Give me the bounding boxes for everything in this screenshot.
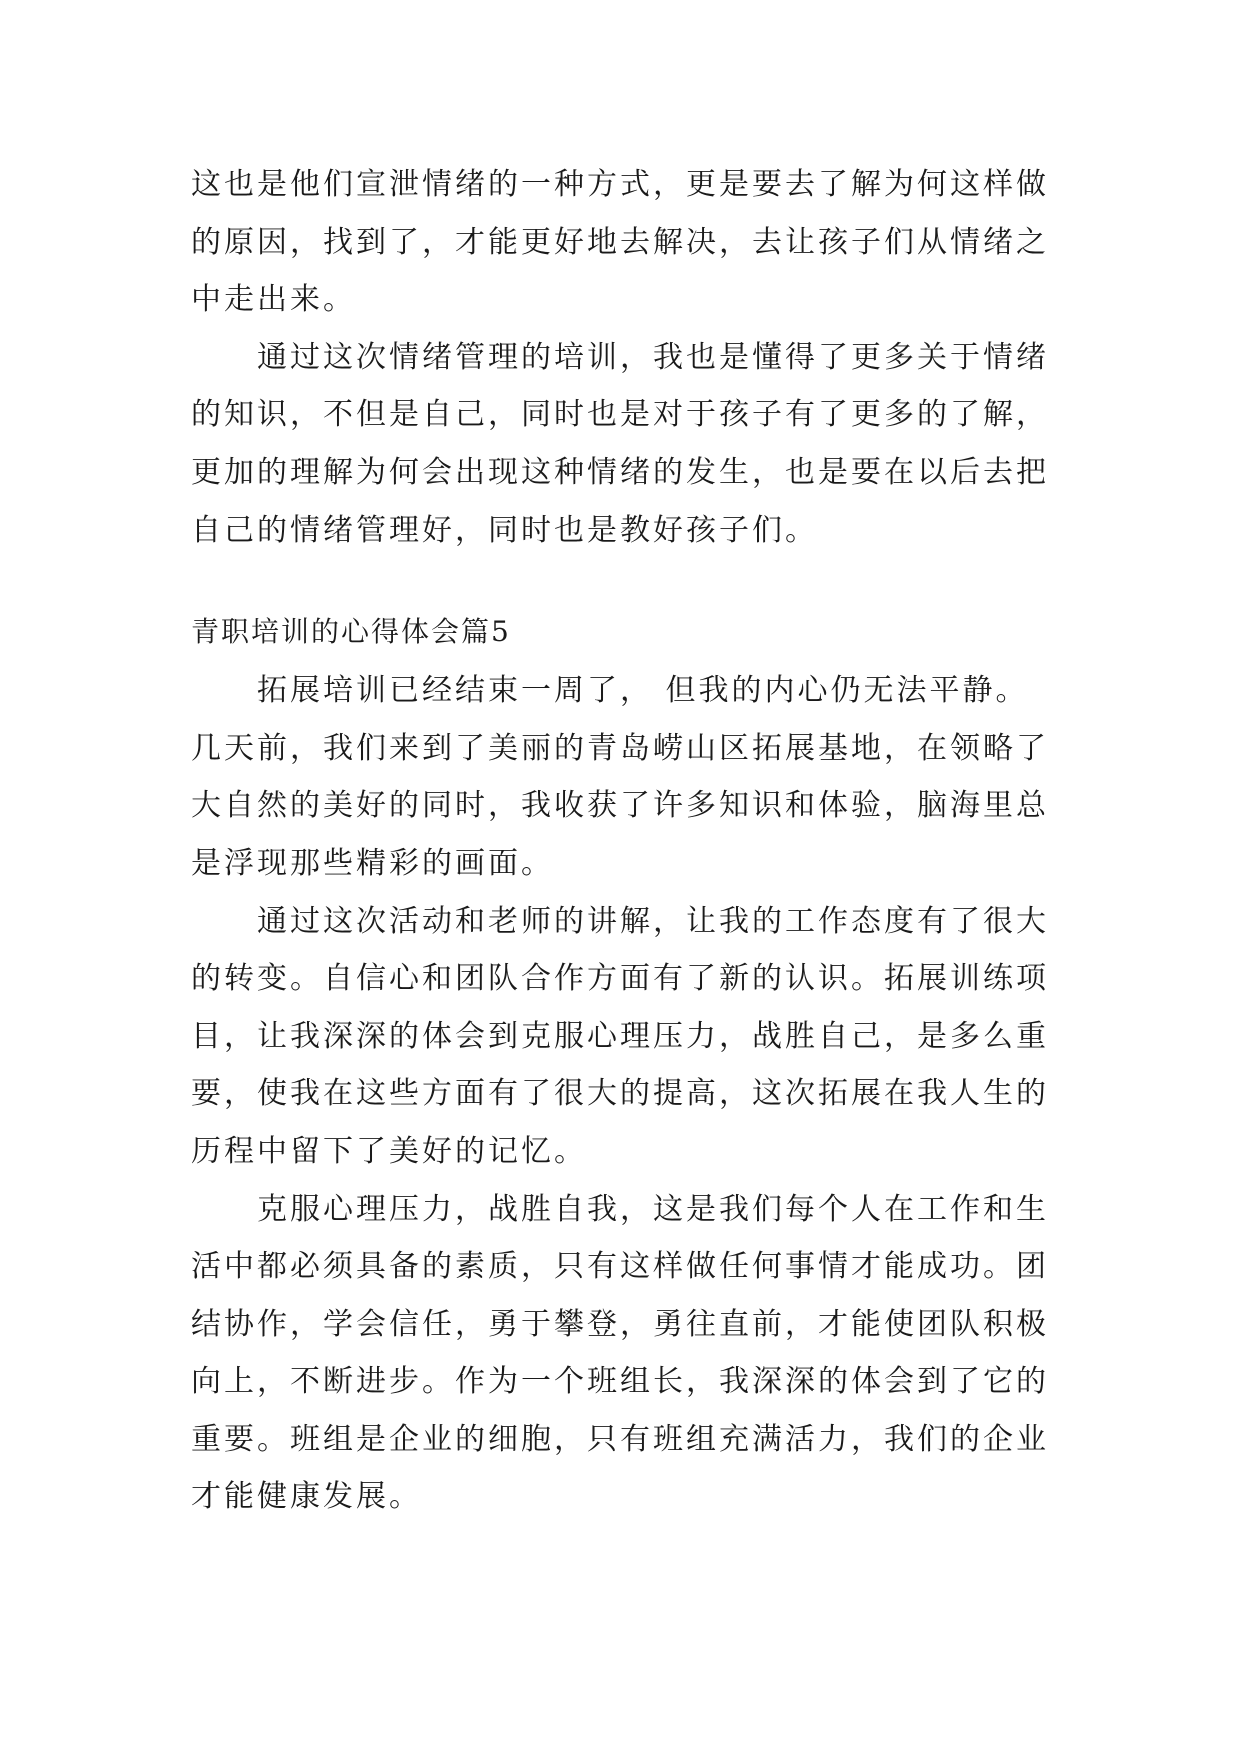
text-line: 目，让我深深的体会到克服心理压力，战胜自己，是多么重 [191,1018,1049,1054]
text-line: 自己的情绪管理好，同时也是教好孩子们。 [191,512,818,548]
text-line: 向上，不断进步。作为一个班组长，我深深的体会到了它的 [191,1364,1049,1400]
text-line: 是浮现那些精彩的画面。 [191,845,554,881]
text-line: 才能健康发展。 [191,1479,422,1515]
text-line: 克服心理压力，战胜自我，这是我们每个人在工作和生 [257,1191,1049,1227]
text-line: 要，使我在这些方面有了很大的提高，这次拓展在我人生的 [191,1076,1049,1112]
paragraph [191,893,1061,1181]
text-line: 重要。班组是企业的细胞，只有班组充满活力，我们的企业 [191,1421,1049,1457]
paragraph [191,1181,1061,1527]
text-line: 通过这次情绪管理的培训，我也是懂得了更多关于情绪 [257,339,1049,375]
text-line: 的知识，不但是自己，同时也是对于孩子有了更多的了解， [191,397,1049,433]
text-line: 结协作，学会信任，勇于攀登，勇往直前，才能使团队积极 [191,1306,1049,1342]
paragraph [191,156,1061,329]
text-line: 这也是他们宣泄情绪的一种方式，更是要去了解为何这样做 [191,167,1049,202]
section-spacer [191,559,1061,602]
section-title: 青职培训的心得体会篇5 [191,615,511,649]
text-line: 大自然的美好的同时，我收获了许多知识和体验，脑海里总 [191,788,1049,824]
text-line: 中走出来。 [191,282,356,318]
text-line: 活中都必须具备的素质，只有这样做任何事情才能成功。团 [191,1249,1049,1285]
text-line: 通过这次活动和老师的讲解，让我的工作态度有了很大 [257,903,1049,939]
paragraph [191,662,1061,892]
text-line: 历程中留下了美好的记忆。 [191,1133,587,1169]
text-line: 拓展培训已经结束一周了， 但我的内心仍无法平静。 [257,673,1029,709]
text-line: 几天前，我们来到了美丽的青岛崂山区拓展基地，在领略了 [191,730,1049,766]
text-line: 的转变。自信心和团队合作方面有了新的认识。拓展训练项 [191,961,1049,997]
text-line: 的原因，找到了，才能更好地去解决，去让孩子们从情绪之 [191,224,1049,260]
text-line: 更加的理解为何会出现这种情绪的发生，也是要在以后去把 [191,454,1049,490]
document-body [191,156,1061,1526]
paragraph [191,329,1061,559]
